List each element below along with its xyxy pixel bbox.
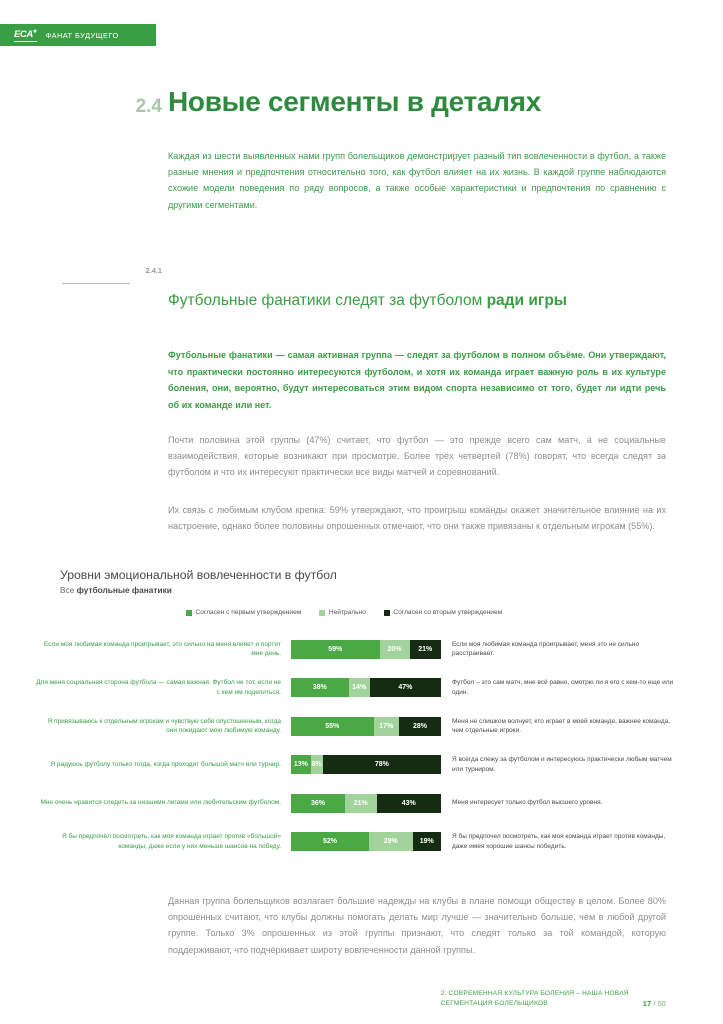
chart-subtitle-prefix: Все (60, 585, 77, 595)
section-number: 2.4.1 (145, 266, 162, 275)
section-heading-emphasis: ради игры (486, 292, 568, 309)
legend-item-agree-second (384, 609, 502, 616)
stacked-bar (291, 794, 441, 813)
legend-label: Согласен с первым утверждением (195, 609, 302, 616)
bar-segment-agree-second: 21% (410, 640, 442, 659)
page-separator: / (651, 999, 658, 1008)
bar-segment-neutral: 14% (349, 678, 370, 697)
row-statement-right: Футбол – это сам матч, мне всё равно, смотрю ли я его с кем-то еще или один. (452, 679, 674, 696)
bar-segment-agree-first: 55% (291, 717, 374, 736)
body-paragraph-2: Их связь с любимым клубом крепка: 59% утверждают, что проигрыш команды окажет значительное влияние на их настроение, однако более половины опрошенных отмечают, что они также привязаны к отдельным игрокам (55%). (168, 505, 666, 532)
page-current: 17 (642, 999, 652, 1008)
eca-logo: ECA● (14, 28, 37, 41)
body-paragraph-1: Почти половина этой группы (47%) считает, что футбол — это прежде всего сам матч, а не социальные взаимодействия, которые возникают при просмотре. Более трёх четвертей (78%) говорят, что всегда следят за футболом и что их интересуют практически все виды матчей и соревнований. (168, 435, 666, 478)
page-footer (0, 989, 723, 1009)
bar-segment-agree-first: 13% (291, 755, 311, 774)
chart-legend (186, 609, 502, 616)
legend-label: Нейтрально (328, 609, 366, 616)
table-row (35, 630, 690, 669)
bar-segment-agree-first: 36% (291, 794, 345, 813)
bar-segment-agree-second: 28% (399, 717, 441, 736)
row-statement-left: Я бы предпочёл посмотреть, как моя команда играет против «большой» команды, даже если у них меньше шансов на победу. (61, 833, 281, 850)
row-statement-left: Если моя любимая команда проигрывает, это сильно на меня влияет и портит мне день. (44, 640, 281, 658)
chart-subtitle-group: футбольные фанатики (76, 585, 172, 595)
table-row (35, 784, 690, 823)
stacked-bar (291, 678, 441, 697)
footer-line-1: 2. СОВРЕМЕННАЯ КУЛЬТУРА БОЛЕНИЯ – НАША НОВАЯ (440, 990, 629, 997)
chart-subtitle (60, 585, 172, 595)
closing-paragraph: Данная группа болельщиков возлагает большие надежды на клубы в плане помощи обществу в целом. Более 80% опрошенных считают, что клубы должны помогать делать мир лучше — значительно больше, чем в любой другой группе. Только 3% опрошенных из этой группы признают, что следят только за той командой, которую поддерживают, что подчёркивает широту вовлеченности данной группы. (168, 896, 666, 955)
bar-segment-agree-second: 47% (370, 678, 441, 697)
page-number (643, 989, 666, 1008)
table-row (35, 823, 690, 862)
legend-item-neutral (319, 609, 366, 616)
bar-segment-agree-second: 78% (323, 755, 441, 774)
bar-segment-neutral: 29% (369, 832, 413, 851)
row-statement-left: Для меня социальная сторона футбола — самая важная. Футбол не тот, если не с кем им поделиться. (36, 679, 281, 696)
row-statement-right: Я всегда слежу за футболом и интересуюсь практически любым матчем или турниром. (452, 756, 672, 773)
bar-segment-agree-first: 59% (291, 640, 380, 659)
table-row (35, 707, 690, 746)
legend-swatch-icon (384, 610, 390, 616)
section-heading (168, 288, 666, 313)
footer-chapter-label (441, 989, 629, 1009)
legend-swatch-icon (319, 610, 325, 616)
section-divider-rule (62, 283, 130, 284)
chart-title: Уровни эмоциональной вовлеченности в футбол (60, 568, 337, 582)
stacked-bar (291, 640, 441, 659)
lead-paragraph: Футбольные фанатики — самая активная группа — следят за футболом в полном объёме. Они утверждают, что практически постоянно интересуются футболом, и хотя их команда играет важную роль в их культуре боления, они, вероятно, будут интересоваться этим видом спорта независимо от того, будет ли идти речь об их команде или нет. (168, 350, 666, 410)
stacked-bar (291, 755, 441, 774)
row-statement-right: Меня интересует только футбол высшего уровня. (452, 799, 603, 807)
stacked-bar (291, 717, 441, 736)
row-statement-right: Я бы предпочел посмотреть, как моя команда играет против команды, даже имея хорошие шансы победить. (452, 833, 666, 850)
logo-dot-icon: ● (32, 28, 37, 36)
bar-segment-agree-second: 19% (413, 832, 442, 851)
table-row (35, 746, 690, 785)
brand-header-bar (0, 24, 156, 46)
chapter-number: 2.4 (135, 96, 162, 117)
table-row (35, 669, 690, 708)
bar-segment-neutral: 8% (311, 755, 323, 774)
bar-segment-agree-first: 38% (291, 678, 349, 697)
section-heading-plain: Футбольные фанатики следят за футболом (168, 292, 487, 309)
footer-line-2: СЕГМЕНТАЦИЯ БОЛЕЛЬЩИКОВ (440, 1000, 548, 1007)
bar-segment-neutral: 20% (380, 640, 410, 659)
row-statement-right: Если моя любимая команда проигрывает, меня это не сильно расстраивает. (452, 640, 640, 658)
bar-segment-agree-first: 52% (291, 832, 369, 851)
bar-segment-agree-second: 43% (377, 794, 442, 813)
stacked-bar (291, 832, 441, 851)
chart-rows (35, 630, 690, 861)
row-statement-left: Я привязываюсь к отдельным игрокам и чувствую себя опустошенным, когда они покидают мою любимую команду. (47, 717, 281, 735)
row-statement-right: Меня не слишком волнует, кто играет в моей команде, важнее команда, чем отдельные игроки. (452, 717, 671, 735)
intro-paragraph: Каждая из шести выявленных нами групп болельщиков демонстрирует разный тип вовлеченности в футбол, а также разные мнения и предпочтения относительно того, как футбол влияет на их жизнь. В каждой группе наблюдаются схожие модели поведения по ряду вопросов, а также особые характеристики и предпочтения по сравнению с другими сегментами. (168, 151, 666, 210)
bar-segment-neutral: 21% (345, 794, 377, 813)
row-statement-left: Мне очень нравится следить за низшими лигами или любительским футболом. (40, 799, 281, 807)
header-title: ФАНАТ БУДУЩЕГО (45, 30, 119, 40)
page-total: 50 (657, 999, 666, 1008)
row-statement-left: Я радуюсь футболу только тогда, когда проходит большой матч или турнир. (50, 760, 281, 768)
bar-segment-neutral: 17% (374, 717, 400, 736)
legend-label: Согласен со вторым утверждением (393, 609, 503, 616)
legend-item-agree-first (186, 609, 301, 616)
legend-swatch-icon (186, 610, 192, 616)
page-title: Новые сегменты в деталях (168, 86, 541, 117)
